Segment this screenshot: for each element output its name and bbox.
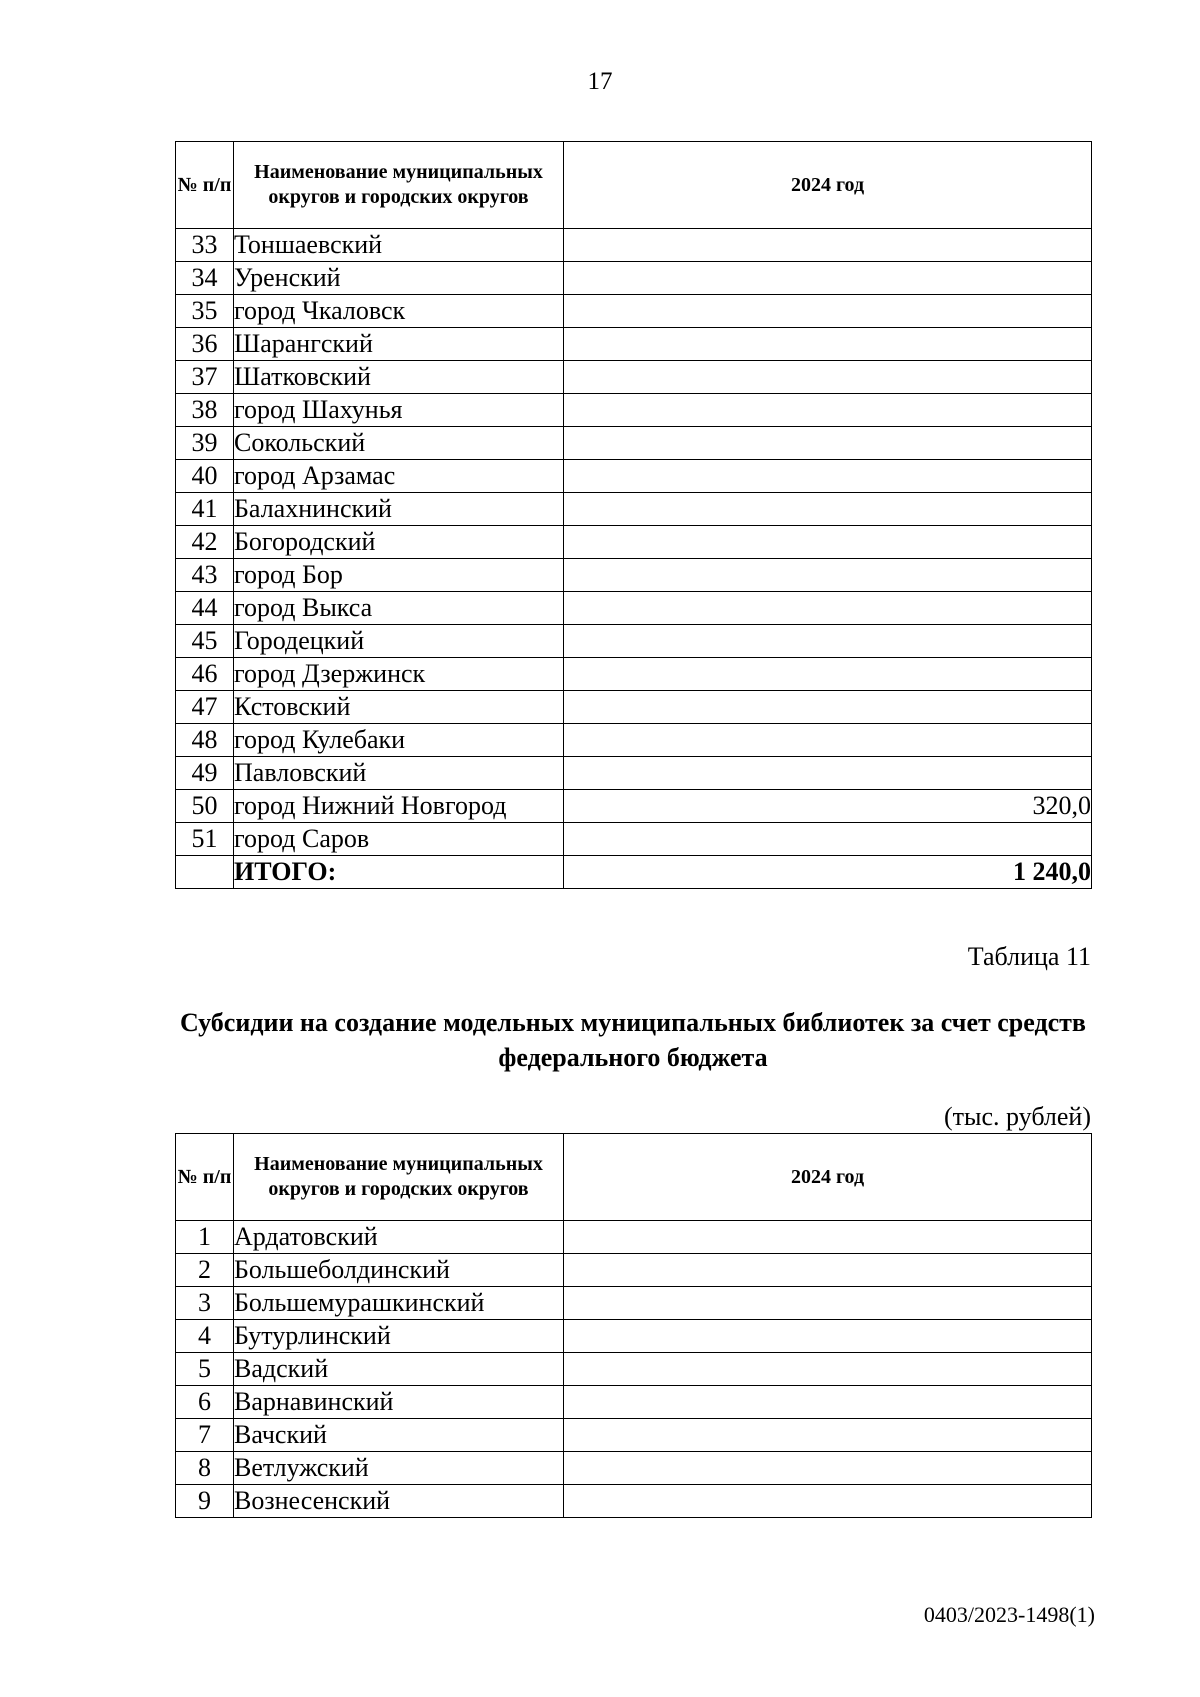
table-1-header-row	[176, 142, 1092, 229]
row-value	[564, 460, 1092, 493]
row-number: 9	[176, 1485, 234, 1518]
row-number: 44	[176, 592, 234, 625]
row-name: Вачский	[234, 1419, 564, 1452]
row-name: город Саров	[234, 823, 564, 856]
row-name: Ветлужский	[234, 1452, 564, 1485]
row-value	[564, 1452, 1092, 1485]
row-number: 41	[176, 493, 234, 526]
row-number: 5	[176, 1353, 234, 1386]
row-value	[564, 427, 1092, 460]
table-row	[176, 1320, 1092, 1353]
row-number: 42	[176, 526, 234, 559]
row-name: Большеболдинский	[234, 1254, 564, 1287]
table-2-header-row	[176, 1134, 1092, 1221]
row-value	[564, 394, 1092, 427]
row-value	[564, 1254, 1092, 1287]
table-row	[176, 625, 1092, 658]
row-value	[564, 262, 1092, 295]
units-label: (тыс. рублей)	[943, 1102, 1091, 1131]
table-row	[176, 1254, 1092, 1287]
row-name: город Арзамас	[234, 460, 564, 493]
table-row	[176, 460, 1092, 493]
row-number: 6	[176, 1386, 234, 1419]
table-row	[176, 691, 1092, 724]
table-row	[176, 592, 1092, 625]
row-value	[564, 493, 1092, 526]
header-num: № п/п	[176, 1134, 234, 1221]
row-number: 7	[176, 1419, 234, 1452]
header-year: 2024 год	[564, 142, 1092, 229]
header-name: Наименование муниципальных округов и городских округов	[234, 1134, 564, 1221]
row-value	[564, 328, 1092, 361]
header-year: 2024 год	[564, 1134, 1092, 1221]
table-row	[176, 1287, 1092, 1320]
table-row	[176, 526, 1092, 559]
table-row	[176, 427, 1092, 460]
total-value: 1 240,0	[564, 856, 1092, 889]
row-value	[564, 361, 1092, 394]
row-number: 46	[176, 658, 234, 691]
table-row	[176, 493, 1092, 526]
row-value	[564, 229, 1092, 262]
row-value	[564, 1287, 1092, 1320]
row-name: Шарангский	[234, 328, 564, 361]
table-row	[176, 757, 1092, 790]
row-name: Сокольский	[234, 427, 564, 460]
row-name: Тоншаевский	[234, 229, 564, 262]
row-name: Балахнинский	[234, 493, 564, 526]
table-row	[176, 262, 1092, 295]
row-number: 43	[176, 559, 234, 592]
row-name: Уренский	[234, 262, 564, 295]
row-number: 45	[176, 625, 234, 658]
row-number: 50	[176, 790, 234, 823]
row-value	[564, 1221, 1092, 1254]
table-row	[176, 1419, 1092, 1452]
table-row	[176, 559, 1092, 592]
row-value	[564, 1386, 1092, 1419]
table-row	[176, 295, 1092, 328]
row-value	[564, 1419, 1092, 1452]
row-name: Богородский	[234, 526, 564, 559]
row-number: 3	[176, 1287, 234, 1320]
table-row	[176, 1221, 1092, 1254]
table-row	[176, 790, 1092, 823]
row-value	[564, 592, 1092, 625]
table-1	[175, 141, 1092, 889]
row-name: город Дзержинск	[234, 658, 564, 691]
table-row	[176, 724, 1092, 757]
row-value	[564, 1485, 1092, 1518]
row-name: Вознесенский	[234, 1485, 564, 1518]
row-number: 39	[176, 427, 234, 460]
row-number: 33	[176, 229, 234, 262]
row-number: 4	[176, 1320, 234, 1353]
total-row	[176, 856, 1092, 889]
row-number: 38	[176, 394, 234, 427]
row-value	[564, 295, 1092, 328]
table-row	[176, 328, 1092, 361]
row-value	[564, 625, 1092, 658]
row-number: 37	[176, 361, 234, 394]
row-name: Варнавинский	[234, 1386, 564, 1419]
row-number: 1	[176, 1221, 234, 1254]
row-number: 34	[176, 262, 234, 295]
row-number: 35	[176, 295, 234, 328]
table-row	[176, 1353, 1092, 1386]
table-row	[176, 361, 1092, 394]
table-title: Субсидии на создание модельных муниципальных библиотек за счет средств федерального бюджета	[180, 1008, 1086, 1072]
row-number: 8	[176, 1452, 234, 1485]
row-number: 47	[176, 691, 234, 724]
table-caption: Таблица 11	[967, 942, 1091, 971]
document-id: 0403/2023-1498(1)	[923, 1602, 1095, 1627]
row-value	[564, 658, 1092, 691]
page-number: 17	[587, 68, 613, 95]
row-name: Ардатовский	[234, 1221, 564, 1254]
table-row	[176, 394, 1092, 427]
row-number: 49	[176, 757, 234, 790]
row-name: город Нижний Новгород	[234, 790, 564, 823]
row-name: город Шахунья	[234, 394, 564, 427]
row-number: 2	[176, 1254, 234, 1287]
table-row	[176, 1452, 1092, 1485]
table-row	[176, 229, 1092, 262]
row-value	[564, 526, 1092, 559]
row-name: Шатковский	[234, 361, 564, 394]
table-row	[176, 658, 1092, 691]
row-name: город Чкаловск	[234, 295, 564, 328]
row-number: 36	[176, 328, 234, 361]
table-row	[176, 1485, 1092, 1518]
row-name: Бутурлинский	[234, 1320, 564, 1353]
row-name: Павловский	[234, 757, 564, 790]
table-2	[175, 1133, 1092, 1518]
row-name: Кстовский	[234, 691, 564, 724]
header-num: № п/п	[176, 142, 234, 229]
header-name: Наименование муниципальных округов и городских округов	[234, 142, 564, 229]
table-row	[176, 1386, 1092, 1419]
row-number: 40	[176, 460, 234, 493]
total-num-cell	[176, 856, 234, 889]
row-value	[564, 1320, 1092, 1353]
row-name: Большемурашкинский	[234, 1287, 564, 1320]
row-value	[564, 559, 1092, 592]
row-name: город Бор	[234, 559, 564, 592]
row-value	[564, 691, 1092, 724]
row-value: 320,0	[564, 790, 1092, 823]
row-number: 48	[176, 724, 234, 757]
row-value	[564, 757, 1092, 790]
table-row	[176, 823, 1092, 856]
row-value	[564, 1353, 1092, 1386]
row-name: город Кулебаки	[234, 724, 564, 757]
row-name: Городецкий	[234, 625, 564, 658]
row-value	[564, 724, 1092, 757]
row-value	[564, 823, 1092, 856]
row-number: 51	[176, 823, 234, 856]
row-name: город Выкса	[234, 592, 564, 625]
total-label: ИТОГО:	[234, 856, 564, 889]
row-name: Вадский	[234, 1353, 564, 1386]
